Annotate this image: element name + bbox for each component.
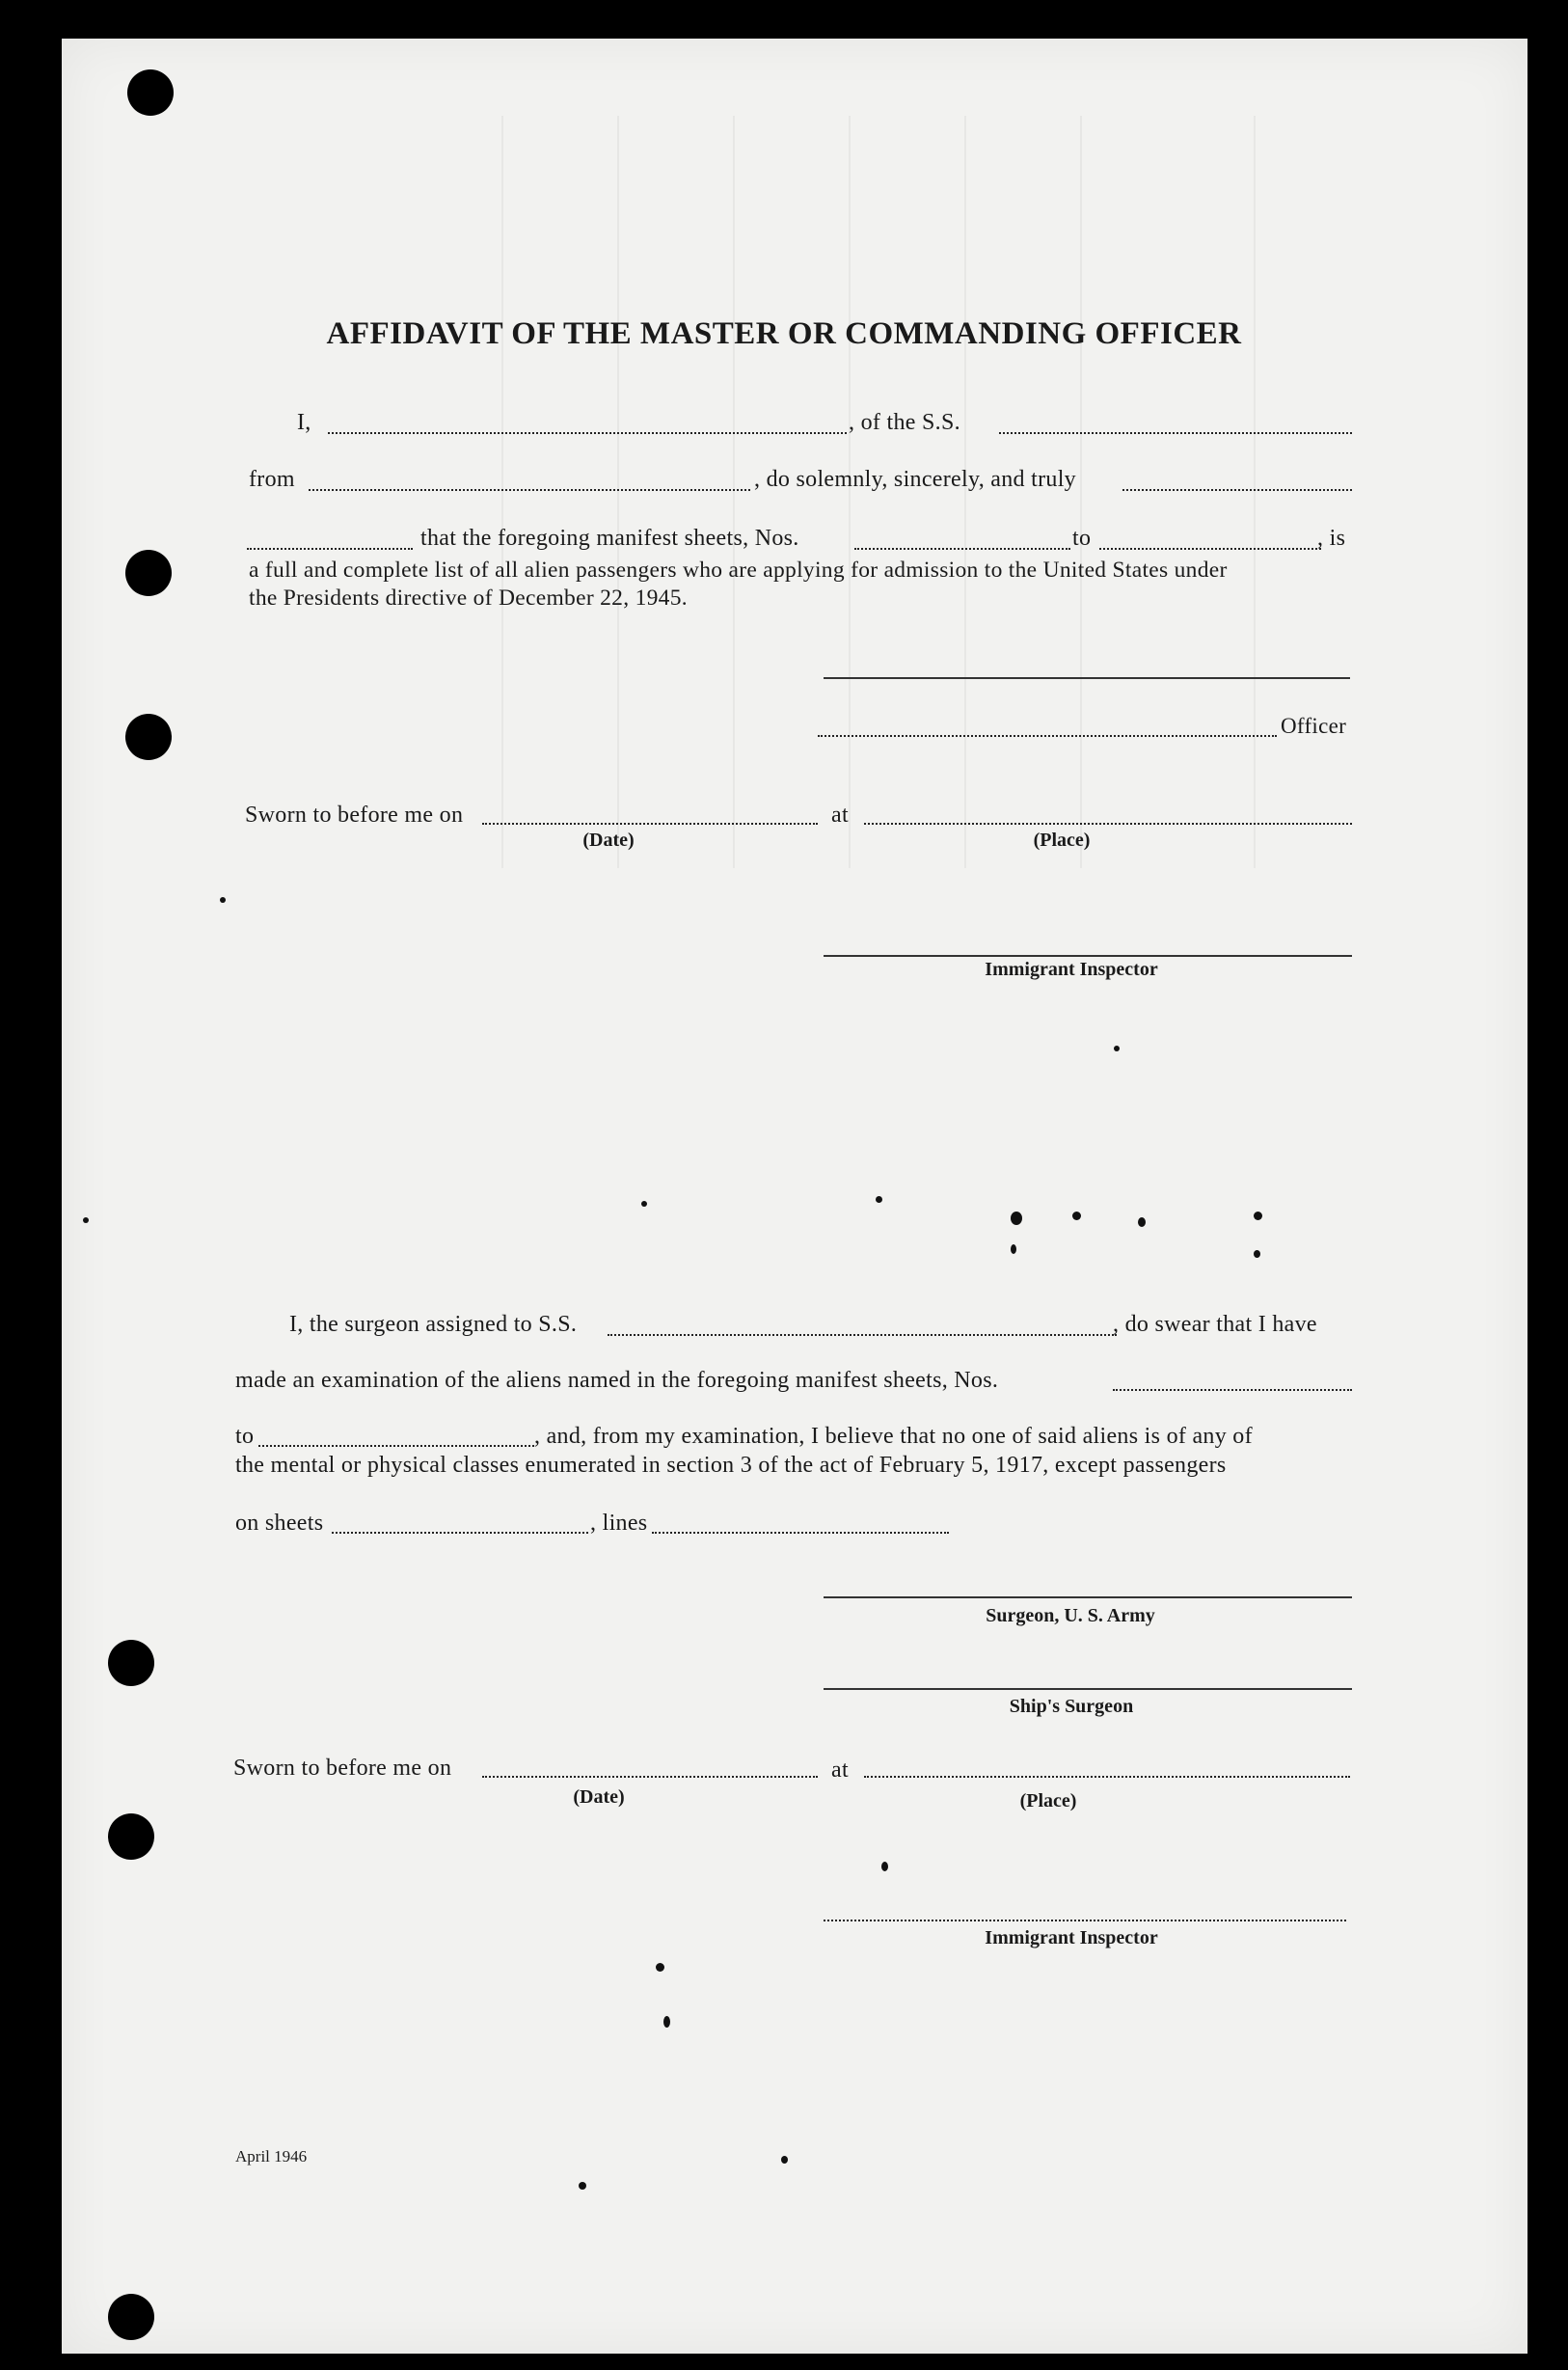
master-nos-from-field <box>854 548 1070 550</box>
ship-surgeon-caption: Ship's Surgeon <box>1009 1696 1134 1717</box>
ink-speck <box>781 2156 788 2164</box>
surgeon-line3-lead: to <box>235 1424 255 1449</box>
master-nos-to-field <box>1099 548 1321 550</box>
surgeon-inspector-caption: Immigrant Inspector <box>985 1927 1158 1948</box>
ink-speck <box>641 1201 647 1207</box>
punch-hole <box>127 69 174 116</box>
master-line3-to: to <box>1072 526 1092 551</box>
master-affirm-field <box>247 548 413 550</box>
master-line3-mid: that the foregoing manifest sheets, Nos. <box>420 526 799 551</box>
surgeon-sheets-field <box>332 1532 588 1534</box>
show-through-column <box>1080 116 1101 868</box>
surgeon-sworn-lead: Sworn to before me on <box>233 1756 452 1781</box>
master-ship-field <box>999 432 1352 434</box>
ink-speck <box>1254 1212 1262 1220</box>
surgeon-sworn-at: at <box>831 1757 849 1783</box>
surgeon-ship-field <box>608 1334 1117 1336</box>
master-place-caption: (Place) <box>1033 830 1091 851</box>
ink-speck <box>1011 1244 1016 1254</box>
surgeon-line1-end: , do swear that I have <box>1113 1312 1317 1337</box>
master-line3-end: , is <box>1317 526 1346 551</box>
document-page <box>62 39 1527 2354</box>
master-name-field <box>328 432 847 434</box>
officer-signature-line <box>818 735 1277 737</box>
ink-speck <box>579 2182 586 2190</box>
surgeon-nos-to-field <box>258 1445 534 1447</box>
surgeon-line2: made an examination of the aliens named in the foregoing manifest sheets, Nos. <box>235 1368 999 1393</box>
ink-speck <box>1011 1212 1022 1225</box>
surgeon-lines-field <box>652 1532 949 1534</box>
ship-surgeon-signature-line <box>824 1688 1352 1690</box>
punch-hole <box>108 2294 154 2340</box>
show-through-column <box>733 116 754 868</box>
punch-hole <box>125 550 172 596</box>
army-surgeon-caption: Surgeon, U. S. Army <box>986 1605 1155 1626</box>
punch-hole <box>108 1813 154 1860</box>
form-date: April 1946 <box>235 2147 308 2166</box>
master-signature-line <box>824 677 1350 679</box>
ink-speck <box>1114 1046 1120 1051</box>
master-inspector-caption: Immigrant Inspector <box>985 959 1158 980</box>
ink-speck <box>220 897 226 903</box>
ink-speck <box>663 2016 670 2028</box>
surgeon-line5-lead: on sheets <box>235 1511 324 1536</box>
ink-speck <box>1072 1212 1081 1220</box>
ink-speck <box>656 1963 664 1972</box>
surgeon-line3-mid: , and, from my examination, I believe that no one of said aliens is of any of <box>534 1424 1253 1449</box>
ink-speck <box>881 1862 888 1871</box>
surgeon-line4: the mental or physical classes enumerated in section 3 of the act of February 5, 1917, except passengers <box>235 1453 1227 1478</box>
master-sworn-date-field <box>482 823 818 825</box>
show-through-column <box>1254 116 1275 868</box>
surgeon-line1-lead: I, the surgeon assigned to S.S. <box>289 1312 578 1337</box>
master-line4: a full and complete list of all alien passengers who are applying for admission to the United States under <box>249 558 1228 583</box>
surgeon-line5-mid: , lines <box>590 1511 648 1536</box>
surgeon-sworn-date-field <box>482 1776 818 1778</box>
ink-speck <box>1138 1217 1146 1227</box>
officer-label: Officer <box>1281 714 1347 738</box>
master-line2-lead: from <box>249 467 295 492</box>
surgeon-date-caption: (Date) <box>573 1786 625 1808</box>
ink-speck <box>1254 1250 1260 1258</box>
surgeon-sworn-place-field <box>864 1776 1350 1778</box>
surgeon-nos-from-field <box>1113 1389 1352 1391</box>
punch-hole <box>125 714 172 760</box>
master-swear-field <box>1122 489 1352 491</box>
show-through-column <box>617 116 638 868</box>
surgeon-place-caption: (Place) <box>1019 1790 1077 1812</box>
master-port-field <box>309 489 750 491</box>
master-line2-mid: , do solemnly, sincerely, and truly <box>754 467 1076 492</box>
master-sworn-lead: Sworn to before me on <box>245 803 464 828</box>
punch-hole <box>108 1640 154 1686</box>
master-sworn-at: at <box>831 803 849 828</box>
ink-speck <box>83 1217 89 1223</box>
master-line5: the Presidents directive of December 22, 1945. <box>249 586 688 611</box>
surgeon-inspector-signature-line <box>824 1920 1346 1921</box>
master-line1-mid: , of the S.S. <box>849 410 960 435</box>
master-inspector-signature-line <box>824 955 1352 957</box>
master-line1-lead: I, <box>297 410 311 435</box>
master-sworn-place-field <box>864 823 1352 825</box>
army-surgeon-signature-line <box>824 1596 1352 1598</box>
master-date-caption: (Date) <box>582 830 635 851</box>
ink-speck <box>876 1196 882 1203</box>
show-through-column <box>501 116 523 868</box>
page-title: AFFIDAVIT OF THE MASTER OR COMMANDING OFFICER <box>326 316 1242 351</box>
